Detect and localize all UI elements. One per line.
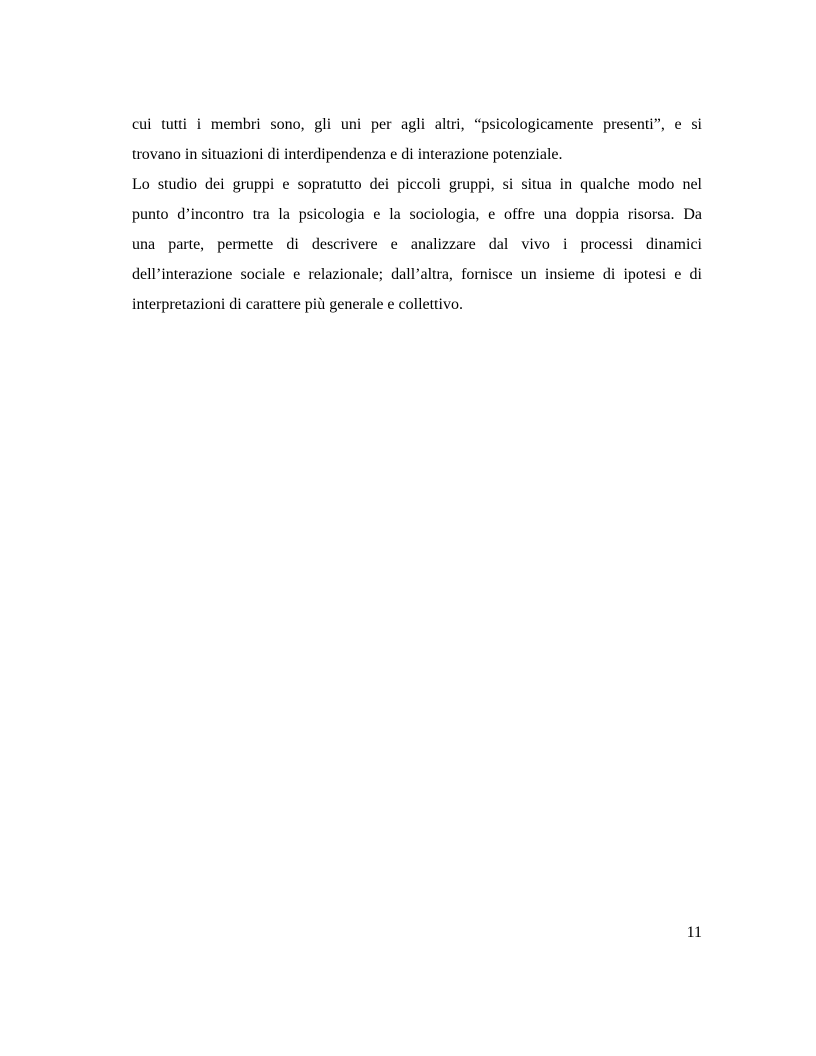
text-line: una parte, permette di descrivere e analizzare dal vivo i processi dinamici [132,236,702,253]
paragraph [132,170,702,320]
text-line: dell’interazione sociale e relazionale; dall’altra, fornisce un insieme di ipotesi e di [132,266,702,283]
text-line: cui tutti i membri sono, gli uni per agli altri, “psicologicamente presenti”, e si [132,116,702,133]
text-line: punto d’incontro tra la psicologia e la sociologia, e offre una doppia risorsa. Da [132,206,702,223]
body-text [132,110,702,320]
text-line: interpretazioni di carattere più generale e collettivo. [132,296,463,313]
paragraph [132,110,702,170]
text-line: trovano in situazioni di interdipendenza e di interazione potenziale. [132,146,563,163]
text-line: Lo studio dei gruppi e sopratutto dei piccoli gruppi, si situa in qualche modo nel [132,176,702,193]
page-number: 11 [686,924,702,941]
